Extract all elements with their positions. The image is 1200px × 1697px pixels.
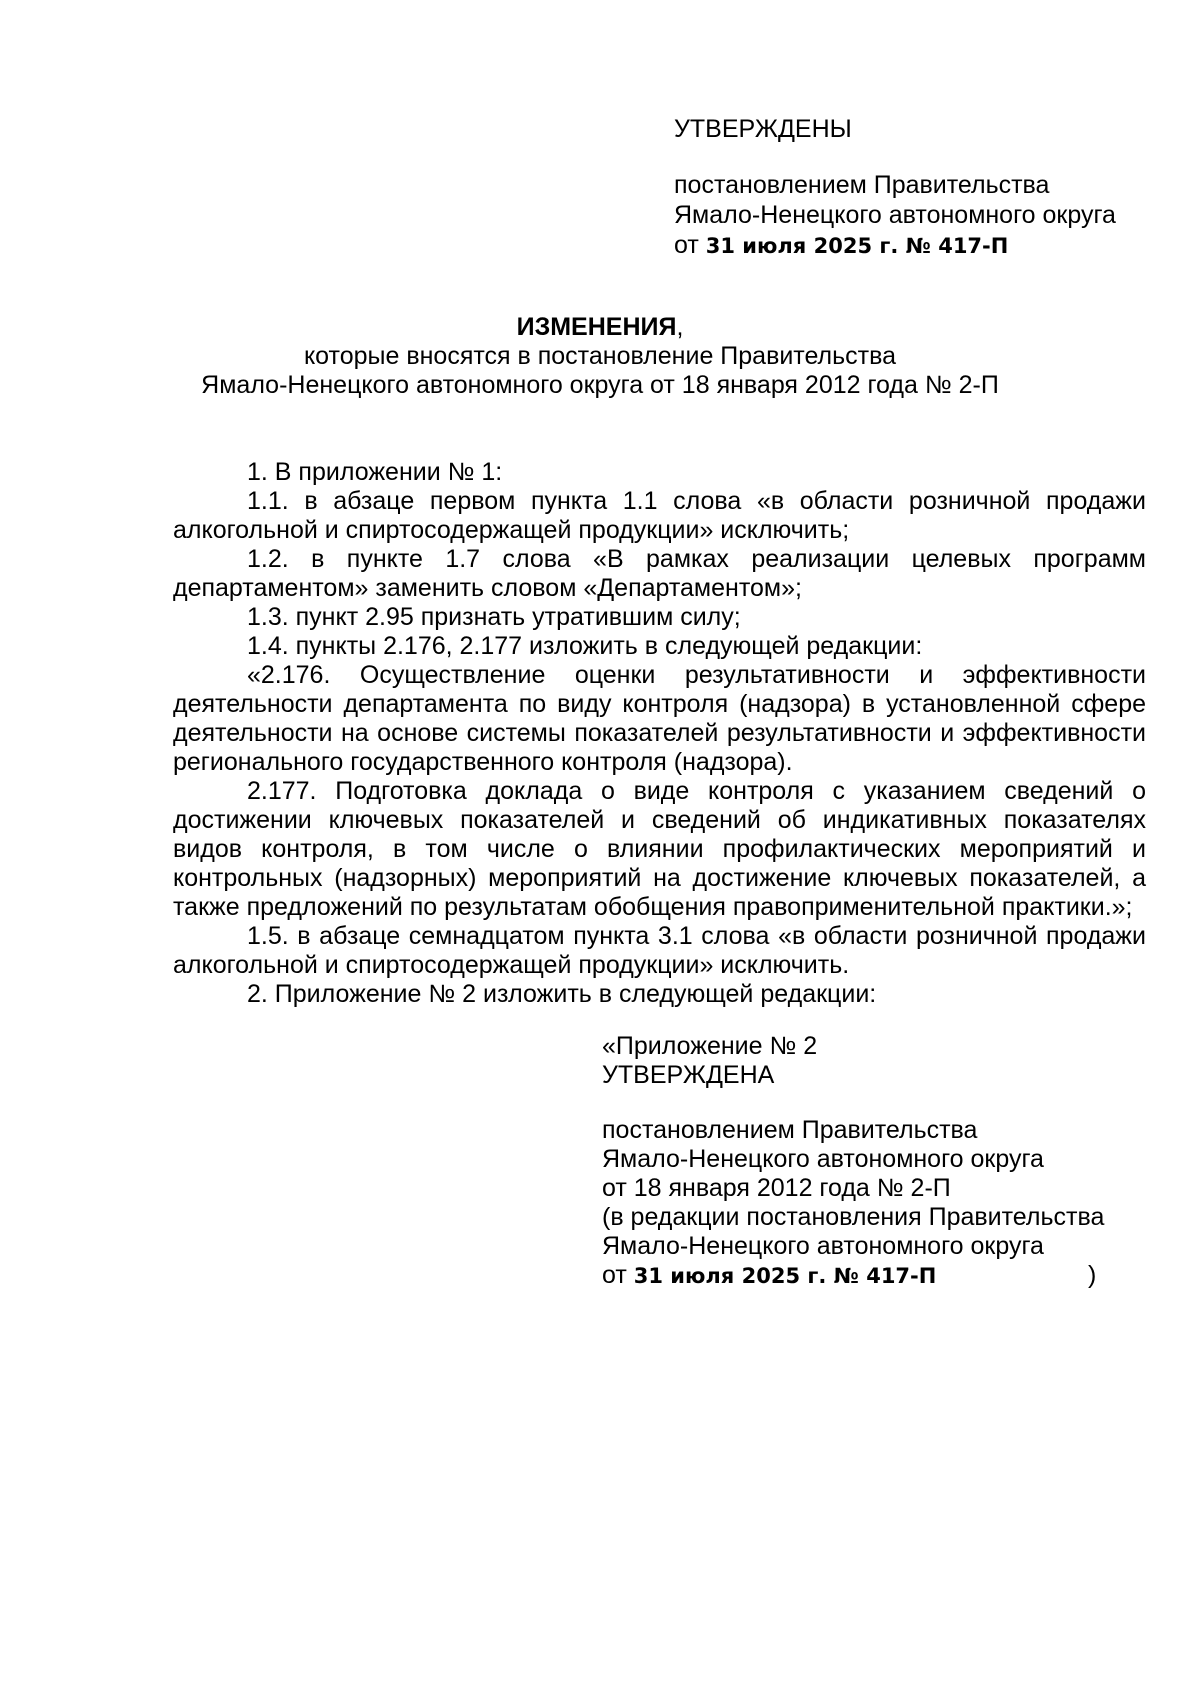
document-title <box>180 313 1020 400</box>
annex-from-prefix: от <box>602 1261 627 1289</box>
annex-line: «Приложение № 2 <box>602 1032 818 1060</box>
paragraph: 2.177. Подготовка доклада о виде контроля с указанием сведений о достижении ключевых показателей и сведений об индикативных показателях видов контроля, в том числе о влиянии профилактических мероприятий и контрольных (надзорных) мероприятий на достижение ключевых показателей, а также предложений по результатам обобщения правоприменительной практики.»; <box>173 777 1146 921</box>
paragraph: 1. В приложении № 1: <box>247 458 503 486</box>
paragraph: 1.2. в пункте 1.7 слова «В рамках реализации целевых программ департаментом» заменить словом «Департаментом»; <box>173 545 1146 602</box>
paragraph: 1.1. в абзаце первом пункта 1.1 слова «в области розничной продажи алкогольной и спиртосодержащей продукции» исключить; <box>173 487 1146 544</box>
title-line: которые вносятся в постановление Правительства <box>303 342 897 370</box>
paragraph: 1.5. в абзаце семнадцатом пункта 3.1 слова «в области розничной продажи алкогольной и спиртосодержащей продукции» исключить. <box>173 922 1146 979</box>
approval-line: Ямало-Ненецкого автономного округа <box>674 201 1116 229</box>
approval-heading: УТВЕРЖДЕНЫ <box>674 115 852 143</box>
annex-line: (в редакции постановления Правительства <box>602 1203 1105 1231</box>
approval-from-prefix: от <box>674 231 699 259</box>
approval-date-line <box>674 230 1154 261</box>
title-heading: ИЗМЕНЕНИЯ <box>516 313 677 341</box>
annex-line: Ямало-Ненецкого автономного округа <box>602 1232 1044 1260</box>
paragraph: 2. Приложение № 2 изложить в следующей редакции: <box>247 980 877 1008</box>
approval-date-number: 31 июля 2025 г. № 417-П <box>705 234 1009 258</box>
paragraph: 1.3. пункт 2.95 признать утратившим силу; <box>247 603 741 631</box>
title-heading-comma: , <box>676 313 684 341</box>
paragraph: «2.176. Осуществление оценки результативности и эффективности деятельности департамента по виду контроля (надзора) в установленной сфере деятельности на основе системы показателей результативности и эффективности регионального государственного контроля (надзора). <box>173 661 1146 776</box>
annex-close-paren: ) <box>1088 1261 1097 1289</box>
annex-line: от 18 января 2012 года № 2-П <box>602 1174 951 1202</box>
annex-line: Ямало-Ненецкого автономного округа <box>602 1145 1044 1173</box>
annex-line: постановлением Правительства <box>602 1116 978 1144</box>
annex-date-number: 31 июля 2025 г. № 417-П <box>633 1264 937 1288</box>
paragraph: 1.4. пункты 2.176, 2.177 изложить в следующей редакции: <box>247 632 923 660</box>
approval-block <box>674 114 1154 261</box>
approval-line: постановлением Правительства <box>674 171 1050 199</box>
annex-block <box>602 1032 1162 1291</box>
annex-line: УТВЕРЖДЕНА <box>602 1061 775 1089</box>
title-heading-line <box>180 313 1020 342</box>
document-body <box>173 458 1146 1009</box>
annex-date-line <box>602 1261 1162 1291</box>
title-line: Ямало-Ненецкого автономного округа от 18 января 2012 года № 2-П <box>201 371 999 399</box>
